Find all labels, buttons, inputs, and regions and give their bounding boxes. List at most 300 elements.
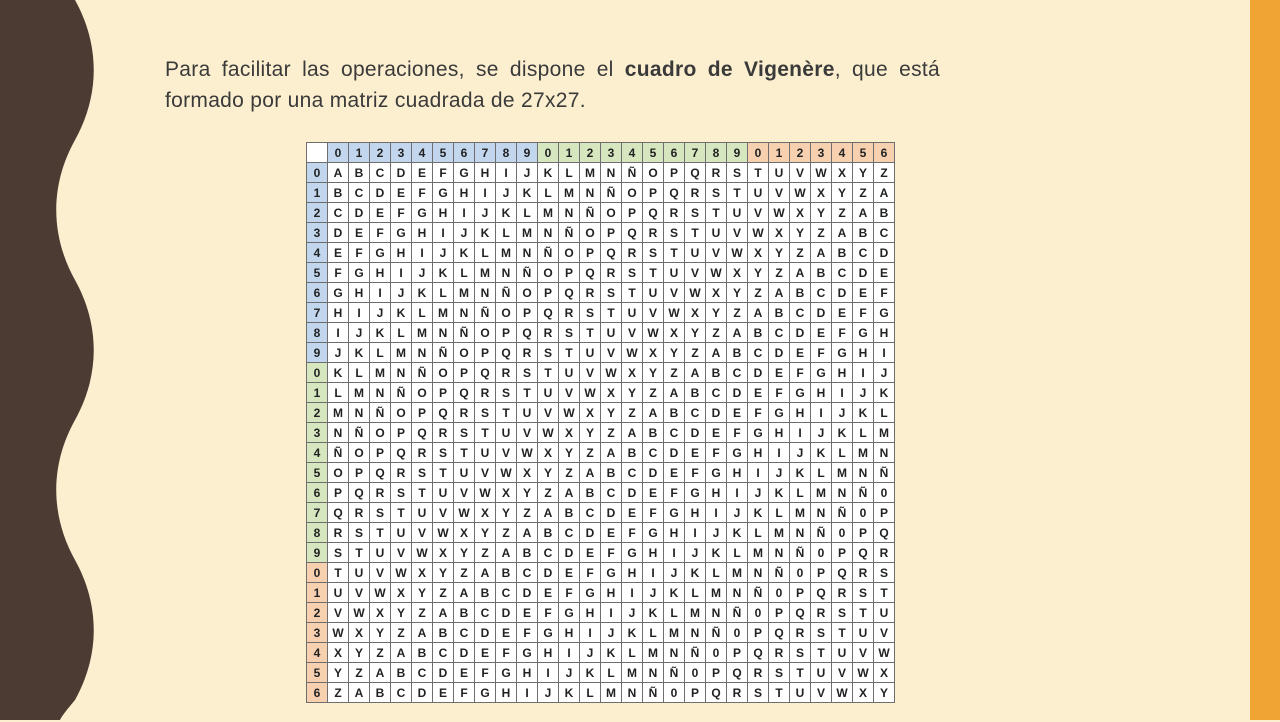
- table-cell: K: [727, 523, 748, 543]
- slide-text: [165, 54, 940, 116]
- table-cell: N: [811, 503, 832, 523]
- table-cell: K: [664, 583, 685, 603]
- table-cell: E: [580, 543, 601, 563]
- table-cell: A: [643, 403, 664, 423]
- table-cell: 0: [769, 583, 790, 603]
- row-header: 1: [307, 383, 328, 403]
- table-cell: N: [412, 343, 433, 363]
- column-header: 8: [496, 143, 517, 163]
- table-cell: W: [769, 203, 790, 223]
- table-cell: Z: [370, 643, 391, 663]
- row-header: 9: [307, 543, 328, 563]
- table-cell: K: [517, 183, 538, 203]
- table-row: [307, 663, 895, 683]
- table-cell: C: [685, 403, 706, 423]
- table-cell: S: [517, 363, 538, 383]
- table-cell: K: [853, 403, 874, 423]
- table-cell: U: [643, 283, 664, 303]
- table-cell: H: [832, 363, 853, 383]
- table-cell: N: [769, 543, 790, 563]
- table-cell: Y: [496, 503, 517, 523]
- table-cell: A: [433, 603, 454, 623]
- table-cell: A: [328, 163, 349, 183]
- table-cell: H: [349, 283, 370, 303]
- table-cell: H: [706, 483, 727, 503]
- table-cell: J: [853, 383, 874, 403]
- table-cell: F: [391, 203, 412, 223]
- table-cell: J: [790, 443, 811, 463]
- table-cell: W: [538, 423, 559, 443]
- table-cell: T: [475, 423, 496, 443]
- table-cell: X: [559, 423, 580, 443]
- table-cell: G: [664, 503, 685, 523]
- table-cell: M: [496, 243, 517, 263]
- table-cell: F: [433, 163, 454, 183]
- table-cell: F: [412, 183, 433, 203]
- table-cell: A: [685, 363, 706, 383]
- table-cell: Y: [538, 463, 559, 483]
- table-cell: F: [748, 403, 769, 423]
- table-row: [307, 583, 895, 603]
- table-cell: E: [727, 403, 748, 423]
- table-cell: Q: [559, 283, 580, 303]
- table-cell: U: [874, 603, 895, 623]
- table-cell: W: [748, 223, 769, 243]
- table-cell: A: [622, 423, 643, 443]
- table-cell: N: [790, 523, 811, 543]
- table-cell: F: [811, 343, 832, 363]
- table-cell: O: [496, 303, 517, 323]
- table-cell: Ñ: [622, 163, 643, 183]
- vigenere-table: [306, 142, 895, 703]
- table-cell: T: [349, 543, 370, 563]
- table-row: [307, 683, 895, 703]
- column-header: 0: [538, 143, 559, 163]
- column-header: 1: [769, 143, 790, 163]
- table-cell: D: [748, 363, 769, 383]
- table-cell: L: [769, 503, 790, 523]
- table-cell: Q: [538, 303, 559, 323]
- table-cell: S: [601, 283, 622, 303]
- table-cell: U: [391, 523, 412, 543]
- table-cell: P: [559, 263, 580, 283]
- table-cell: V: [496, 443, 517, 463]
- table-cell: D: [580, 523, 601, 543]
- table-cell: Z: [559, 463, 580, 483]
- table-cell: 0: [685, 663, 706, 683]
- table-cell: A: [790, 263, 811, 283]
- table-cell: F: [874, 283, 895, 303]
- table-cell: K: [601, 643, 622, 663]
- table-cell: U: [748, 183, 769, 203]
- table-row: [307, 523, 895, 543]
- table-cell: W: [433, 523, 454, 543]
- table-cell: B: [496, 563, 517, 583]
- table-cell: V: [349, 583, 370, 603]
- table-cell: Q: [853, 543, 874, 563]
- table-cell: T: [454, 443, 475, 463]
- table-cell: P: [580, 243, 601, 263]
- table-cell: A: [391, 643, 412, 663]
- table-cell: O: [538, 263, 559, 283]
- table-cell: K: [643, 603, 664, 623]
- table-cell: N: [706, 603, 727, 623]
- table-cell: U: [370, 543, 391, 563]
- table-cell: P: [727, 643, 748, 663]
- table-cell: P: [391, 423, 412, 443]
- table-cell: T: [433, 463, 454, 483]
- table-cell: D: [643, 463, 664, 483]
- table-cell: E: [475, 643, 496, 663]
- table-cell: R: [496, 363, 517, 383]
- table-cell: L: [370, 343, 391, 363]
- table-cell: H: [391, 243, 412, 263]
- table-cell: W: [832, 683, 853, 703]
- column-header: 6: [454, 143, 475, 163]
- table-cell: Z: [874, 163, 895, 183]
- table-cell: D: [454, 643, 475, 663]
- table-cell: F: [496, 643, 517, 663]
- table-cell: D: [874, 243, 895, 263]
- table-cell: A: [538, 503, 559, 523]
- table-cell: R: [328, 523, 349, 543]
- table-cell: M: [853, 443, 874, 463]
- table-cell: V: [454, 483, 475, 503]
- table-cell: H: [475, 163, 496, 183]
- table-cell: M: [811, 483, 832, 503]
- table-cell: P: [370, 443, 391, 463]
- table-cell: N: [328, 423, 349, 443]
- table-cell: Ñ: [517, 263, 538, 283]
- table-cell: E: [349, 223, 370, 243]
- table-cell: R: [601, 263, 622, 283]
- row-header: 2: [307, 603, 328, 623]
- table-cell: T: [874, 583, 895, 603]
- table-cell: Z: [685, 343, 706, 363]
- table-cell: Z: [433, 583, 454, 603]
- table-cell: Ñ: [685, 643, 706, 663]
- table-cell: S: [328, 543, 349, 563]
- table-cell: M: [412, 323, 433, 343]
- table-cell: K: [559, 683, 580, 703]
- table-cell: Z: [328, 683, 349, 703]
- table-cell: E: [370, 203, 391, 223]
- table-cell: 0: [853, 503, 874, 523]
- table-cell: E: [790, 343, 811, 363]
- table-cell: V: [874, 623, 895, 643]
- table-cell: B: [622, 443, 643, 463]
- table-cell: Q: [769, 623, 790, 643]
- table-cell: G: [454, 163, 475, 183]
- table-cell: N: [832, 483, 853, 503]
- column-header: 3: [601, 143, 622, 163]
- table-row: [307, 643, 895, 663]
- table-cell: I: [370, 283, 391, 303]
- table-cell: U: [811, 663, 832, 683]
- table-cell: T: [538, 363, 559, 383]
- table-cell: M: [769, 523, 790, 543]
- table-cell: D: [727, 383, 748, 403]
- table-cell: H: [328, 303, 349, 323]
- table-cell: M: [832, 463, 853, 483]
- row-header: 5: [307, 463, 328, 483]
- row-header: 8: [307, 323, 328, 343]
- column-header: 5: [853, 143, 874, 163]
- table-cell: 0: [811, 543, 832, 563]
- table-cell: W: [664, 303, 685, 323]
- table-cell: S: [790, 643, 811, 663]
- table-cell: U: [853, 623, 874, 643]
- table-cell: U: [727, 203, 748, 223]
- table-cell: T: [370, 523, 391, 543]
- table-row: [307, 463, 895, 483]
- column-header: 7: [685, 143, 706, 163]
- table-cell: W: [328, 623, 349, 643]
- table-cell: S: [727, 163, 748, 183]
- table-cell: L: [643, 623, 664, 643]
- table-cell: H: [622, 563, 643, 583]
- table-cell: G: [412, 203, 433, 223]
- table-cell: E: [622, 503, 643, 523]
- table-cell: C: [580, 503, 601, 523]
- table-cell: C: [412, 663, 433, 683]
- table-cell: O: [412, 383, 433, 403]
- table-cell: E: [643, 483, 664, 503]
- table-cell: 0: [832, 523, 853, 543]
- table-cell: I: [580, 623, 601, 643]
- table-cell: A: [454, 583, 475, 603]
- table-cell: Y: [811, 203, 832, 223]
- table-cell: Z: [643, 383, 664, 403]
- table-cell: Y: [664, 343, 685, 363]
- row-header: 4: [307, 443, 328, 463]
- table-cell: X: [874, 663, 895, 683]
- table-cell: J: [517, 163, 538, 183]
- table-cell: F: [559, 583, 580, 603]
- table-cell: X: [748, 243, 769, 263]
- table-cell: C: [433, 643, 454, 663]
- row-header: 7: [307, 503, 328, 523]
- table-cell: H: [685, 503, 706, 523]
- table-cell: Ñ: [874, 463, 895, 483]
- table-cell: I: [601, 603, 622, 623]
- table-cell: A: [748, 303, 769, 323]
- table-cell: Y: [433, 563, 454, 583]
- table-cell: W: [853, 663, 874, 683]
- table-cell: W: [811, 163, 832, 183]
- table-cell: G: [433, 183, 454, 203]
- table-cell: Z: [748, 283, 769, 303]
- table-cell: Ñ: [580, 203, 601, 223]
- table-cell: N: [748, 563, 769, 583]
- table-cell: V: [538, 403, 559, 423]
- table-cell: J: [412, 263, 433, 283]
- table-cell: O: [328, 463, 349, 483]
- table-cell: O: [349, 443, 370, 463]
- table-cell: P: [517, 303, 538, 323]
- table-cell: Z: [811, 223, 832, 243]
- table-cell: S: [811, 623, 832, 643]
- row-header: 4: [307, 643, 328, 663]
- table-cell: L: [748, 523, 769, 543]
- table-cell: G: [370, 243, 391, 263]
- table-cell: U: [580, 343, 601, 363]
- table-cell: Y: [475, 523, 496, 543]
- table-cell: B: [811, 263, 832, 283]
- table-cell: H: [811, 383, 832, 403]
- table-cell: Ñ: [391, 383, 412, 403]
- table-cell: C: [559, 523, 580, 543]
- table-cell: N: [391, 363, 412, 383]
- table-cell: N: [853, 463, 874, 483]
- table-cell: Q: [748, 643, 769, 663]
- text-intro: Para facilitar las operaciones, se dispone el: [165, 58, 625, 81]
- table-cell: R: [622, 243, 643, 263]
- table-cell: Z: [412, 603, 433, 623]
- table-cell: D: [664, 443, 685, 463]
- table-cell: E: [664, 463, 685, 483]
- table-row: [307, 363, 895, 383]
- table-cell: K: [706, 543, 727, 563]
- row-header: 6: [307, 483, 328, 503]
- table-cell: D: [433, 663, 454, 683]
- table-cell: E: [328, 243, 349, 263]
- table-cell: H: [790, 403, 811, 423]
- table-cell: V: [328, 603, 349, 623]
- table-cell: C: [643, 443, 664, 463]
- text-rest: , que está formado por una matriz cuadrada de 27x27.: [165, 58, 941, 112]
- table-cell: S: [685, 203, 706, 223]
- table-cell: I: [433, 223, 454, 243]
- table-cell: U: [685, 243, 706, 263]
- table-cell: Y: [349, 643, 370, 663]
- column-header: 6: [664, 143, 685, 163]
- table-row: [307, 243, 895, 263]
- table-row: [307, 423, 895, 443]
- table-cell: B: [559, 503, 580, 523]
- table-cell: Q: [601, 243, 622, 263]
- table-cell: B: [853, 223, 874, 243]
- table-cell: P: [622, 203, 643, 223]
- table-cell: U: [517, 403, 538, 423]
- table-cell: H: [874, 323, 895, 343]
- table-cell: Q: [475, 363, 496, 383]
- table-cell: A: [601, 443, 622, 463]
- table-cell: L: [790, 483, 811, 503]
- table-cell: T: [727, 183, 748, 203]
- table-cell: Ñ: [601, 183, 622, 203]
- table-cell: E: [412, 163, 433, 183]
- table-cell: D: [370, 183, 391, 203]
- vigenere-square: [306, 142, 942, 722]
- table-cell: L: [538, 183, 559, 203]
- table-cell: K: [433, 263, 454, 283]
- row-header: 5: [307, 663, 328, 683]
- table-cell: P: [874, 503, 895, 523]
- table-cell: B: [538, 523, 559, 543]
- table-cell: K: [496, 203, 517, 223]
- table-row: [307, 303, 895, 323]
- table-cell: M: [454, 283, 475, 303]
- table-cell: B: [391, 663, 412, 683]
- table-cell: Y: [328, 663, 349, 683]
- table-cell: O: [370, 423, 391, 443]
- table-cell: Q: [328, 503, 349, 523]
- table-cell: M: [517, 223, 538, 243]
- table-cell: E: [454, 663, 475, 683]
- table-cell: R: [349, 503, 370, 523]
- right-accent-band: [1250, 0, 1280, 720]
- table-cell: Y: [853, 163, 874, 183]
- table-cell: B: [769, 303, 790, 323]
- table-cell: P: [433, 383, 454, 403]
- table-cell: R: [874, 543, 895, 563]
- table-cell: K: [349, 343, 370, 363]
- column-header: 6: [874, 143, 895, 163]
- table-cell: P: [748, 623, 769, 643]
- table-cell: D: [559, 543, 580, 563]
- table-cell: N: [727, 583, 748, 603]
- table-cell: D: [538, 563, 559, 583]
- table-cell: I: [769, 443, 790, 463]
- table-cell: X: [790, 203, 811, 223]
- table-cell: F: [685, 463, 706, 483]
- table-cell: R: [370, 483, 391, 503]
- table-cell: D: [811, 303, 832, 323]
- table-cell: G: [559, 603, 580, 623]
- table-cell: Z: [769, 263, 790, 283]
- table-cell: I: [475, 183, 496, 203]
- table-row: [307, 383, 895, 403]
- table-cell: Q: [580, 263, 601, 283]
- table-cell: N: [370, 383, 391, 403]
- table-cell: X: [811, 183, 832, 203]
- table-cell: I: [517, 683, 538, 703]
- table-cell: X: [664, 323, 685, 343]
- table-cell: F: [517, 623, 538, 643]
- table-cell: P: [601, 223, 622, 243]
- table-cell: C: [874, 223, 895, 243]
- table-cell: P: [538, 283, 559, 303]
- table-cell: E: [517, 603, 538, 623]
- table-cell: W: [727, 243, 748, 263]
- table-cell: Q: [874, 523, 895, 543]
- table-cell: K: [391, 303, 412, 323]
- table-cell: X: [601, 383, 622, 403]
- table-cell: R: [790, 623, 811, 643]
- table-cell: T: [559, 343, 580, 363]
- table-cell: Y: [832, 183, 853, 203]
- table-cell: I: [349, 303, 370, 323]
- row-header: 5: [307, 263, 328, 283]
- table-cell: I: [874, 343, 895, 363]
- table-cell: C: [538, 543, 559, 563]
- table-cell: J: [643, 583, 664, 603]
- table-cell: I: [454, 203, 475, 223]
- table-cell: Ñ: [328, 443, 349, 463]
- table-cell: D: [790, 323, 811, 343]
- table-cell: P: [454, 363, 475, 383]
- table-cell: U: [559, 363, 580, 383]
- table-cell: D: [601, 503, 622, 523]
- table-cell: P: [685, 683, 706, 703]
- table-cell: Y: [601, 403, 622, 423]
- table-cell: T: [706, 203, 727, 223]
- table-cell: S: [853, 583, 874, 603]
- table-cell: K: [790, 463, 811, 483]
- table-cell: I: [559, 643, 580, 663]
- table-cell: Y: [622, 383, 643, 403]
